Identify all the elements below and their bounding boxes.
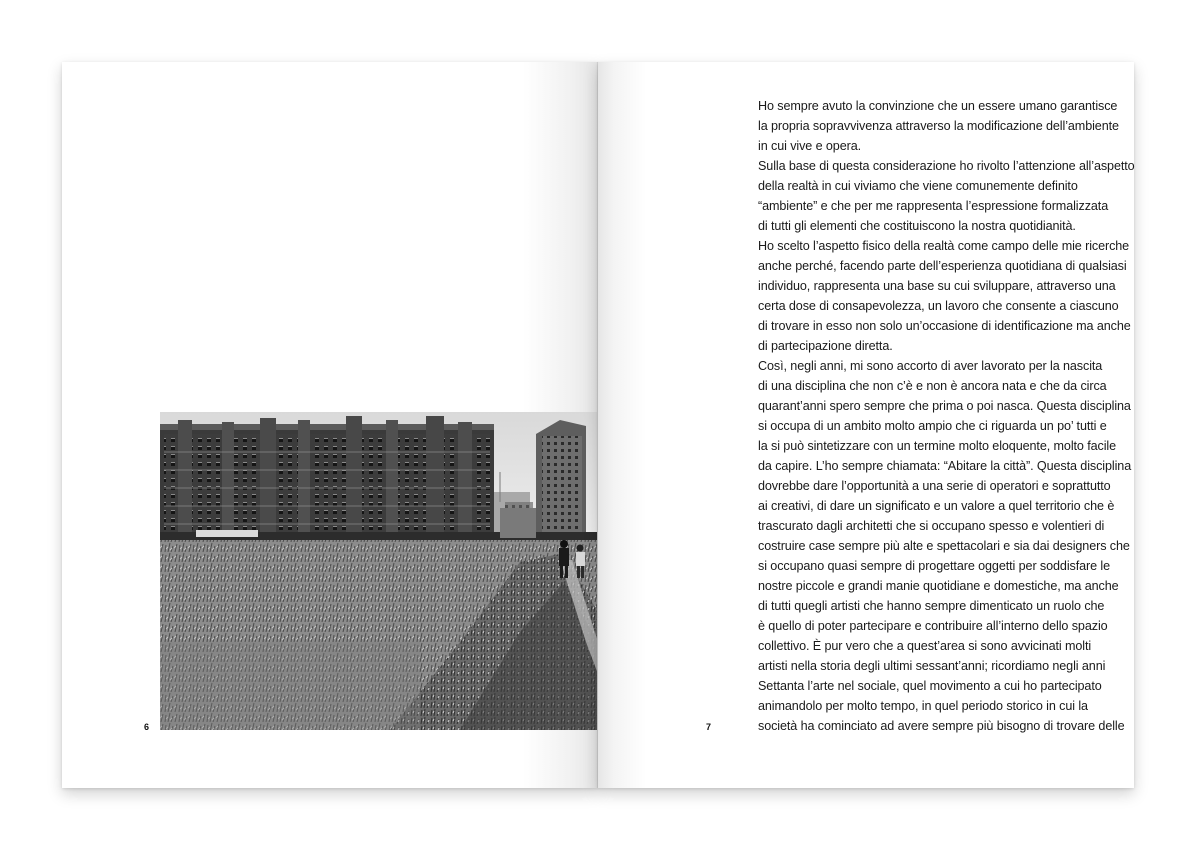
- right-page: [598, 62, 1134, 788]
- text-line: si occupa di un ambito molto ampio che ci riguarda un po’ tutti e: [758, 419, 1107, 433]
- text-line: società ha cominciato ad avere sempre più bisogno di trovare delle: [758, 719, 1125, 733]
- photo-illustration: [160, 412, 598, 730]
- text-line: la si può sintetizzare con un termine molto eloquente, molto facile: [758, 439, 1117, 453]
- text-line: di tutti gli elementi che costituiscono la nostra quotidianità.: [758, 219, 1076, 233]
- text-line: di partecipazione diretta.: [758, 339, 893, 353]
- text-line: anche perché, facendo parte dell’esperienza quotidiana di qualsiasi: [758, 259, 1127, 273]
- text-line: dovrebbe dare l’opportunità a una serie di operatori e soprattutto: [758, 479, 1111, 493]
- text-line: in cui vive e opera.: [758, 139, 862, 153]
- text-line: della realtà in cui viviamo che viene comunemente definito: [758, 179, 1078, 193]
- photo-housing-blocks-field: [160, 412, 598, 730]
- page-number-left: 6: [144, 722, 150, 732]
- text-line: animandolo per molto tempo, in quel periodo storico in cui la: [758, 699, 1088, 713]
- text-line: da capire. L’ho sempre chiamata: “Abitare la città”. Questa disciplina: [758, 459, 1132, 473]
- body-text: [758, 96, 1135, 736]
- text-line: individuo, rappresenta una base su cui sviluppare, attraverso una: [758, 279, 1116, 293]
- text-line: è quello di poter partecipare e contribuire all’interno dello spazio: [758, 619, 1108, 633]
- text-line: ai creativi, di dare un significato e un valore a quel territorio che è: [758, 499, 1115, 513]
- text-line: nostre piccole e grandi manie quotidiane e domestiche, ma anche: [758, 579, 1119, 593]
- page-number-right: 7: [706, 722, 712, 732]
- left-page: [62, 62, 598, 788]
- text-line: quarant’anni spero sempre che prima o poi nasca. Questa disciplina: [758, 399, 1131, 413]
- text-line: Settanta l’arte nel sociale, quel movimento a cui ho partecipato: [758, 679, 1102, 693]
- text-line: di una disciplina che non c’è e non è ancora nata e che da circa: [758, 379, 1107, 393]
- text-line: Così, negli anni, mi sono accorto di aver lavorato per la nascita: [758, 359, 1103, 373]
- text-line: Sulla base di questa considerazione ho rivolto l’attenzione all’aspetto: [758, 159, 1135, 173]
- text-line: di tutti quegli artisti che hanno sempre dimenticato un ruolo che: [758, 599, 1105, 613]
- text-line: si occupano quasi sempre di progettare oggetti per soddisfare le: [758, 559, 1111, 573]
- text-line: collettivo. È pur vero che a quest’area si sono avvicinati molti: [758, 639, 1092, 653]
- text-line: la propria sopravvivenza attraverso la modificazione dell’ambiente: [758, 119, 1119, 133]
- text-line: certa dose di consapevolezza, un lavoro che consente a ciascuno: [758, 299, 1119, 313]
- text-line: Ho scelto l’aspetto fisico della realtà come campo delle mie ricerche: [758, 239, 1130, 253]
- text-line: “ambiente” e che per me rappresenta l’espressione formalizzata: [758, 199, 1109, 213]
- text-line: trascurato dagli architetti che si occupano spesso e volentieri di: [758, 519, 1105, 533]
- text-line: Ho sempre avuto la convinzione che un essere umano garantisce: [758, 99, 1118, 113]
- text-line: costruire case sempre più alte e spettacolari e sia dai designers che: [758, 539, 1130, 553]
- text-line: artisti nella storia degli ultimi sessant’anni; ricordiamo negli anni: [758, 659, 1106, 673]
- text-line: di trovare in esso non solo un’occasione di identificazione ma anche: [758, 319, 1131, 333]
